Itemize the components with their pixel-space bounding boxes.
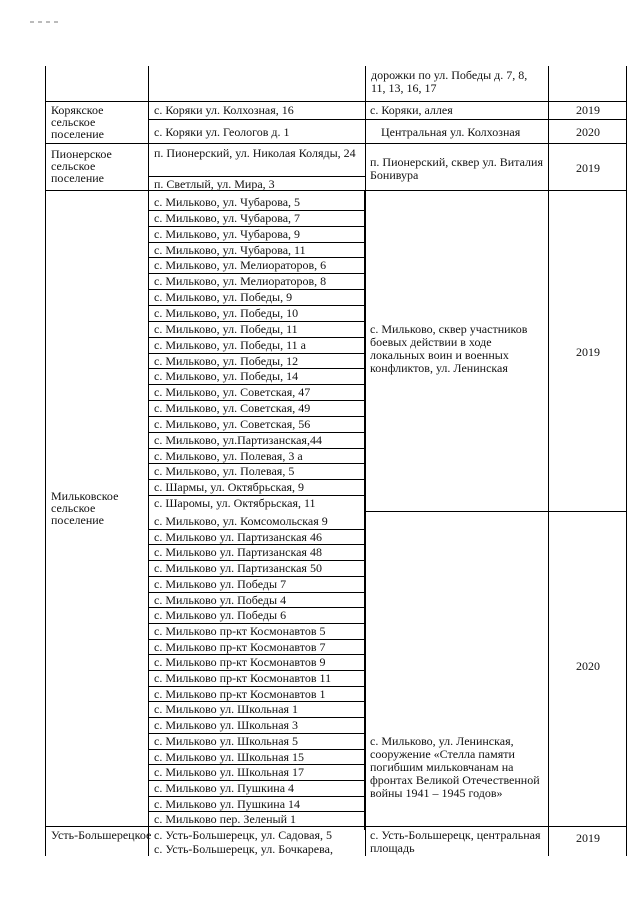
koryaki-object-2: Центральная ул. Колхозная — [381, 125, 521, 139]
address-list-item: с. Мильково пр-кт Космонавтов 5 — [154, 623, 326, 638]
address-list-item: с. Мильково, ул. Победы, 11 — [154, 321, 298, 336]
address-list-item: с. Мильково пр-кт Космонавтов 7 — [154, 639, 326, 654]
pioner-settlement: Пионерское сельское поселение — [51, 147, 112, 185]
ust-year: 2019 — [576, 831, 600, 845]
address-list-item: с. Мильково, ул. Комсомольская 9 — [154, 514, 328, 528]
address-list-item: с. Мильково ул. Школьная 15 — [154, 749, 305, 764]
koryaki-year-2: 2020 — [576, 125, 600, 139]
koryaki-year-1: 2019 — [576, 103, 600, 117]
address-list-item: с. Мильково ул. Победы 7 — [154, 576, 287, 591]
address-list-item: с. Мильково ул. Партизанская 46 — [154, 529, 322, 544]
scan-mark — [30, 12, 70, 20]
ust-address-1: с. Усть-Большерецк, ул. Садовая, 5 — [154, 828, 333, 842]
milkovo-year-1: 2019 — [576, 345, 600, 359]
address-list-item: с. Мильково ул. Школьная 5 — [154, 733, 299, 748]
address-list-item: с. Мильково, ул. Победы, 9 — [154, 290, 293, 305]
address-list-item: с. Мильково, ул. Победы, 11 а — [154, 337, 306, 352]
pioner-year: 2019 — [576, 161, 600, 175]
address-list-item: с. Мильково, ул. Мелиораторов, 6 — [154, 258, 327, 273]
koryaki-address-2: с. Коряки ул. Геологов д. 1 — [154, 125, 290, 139]
address-list-item: с. Мильково, ул. Советская, 49 — [154, 401, 311, 416]
address-list-item: с. Шаромы, ул. Октябрьская, 11 — [154, 496, 316, 511]
pioner-object: п. Пионерский, сквер ул. Виталия Бонивура — [370, 155, 543, 182]
address-list-item: с. Мильково, ул.Партизанская,44 — [154, 432, 322, 447]
address-list-item: с. Мильково ул. Пушкина 4 — [154, 780, 295, 795]
address-list-item: с. Мильково ул. Партизанская 48 — [154, 545, 322, 560]
address-list-item: с. Мильково, ул. Победы, 12 — [154, 353, 299, 368]
address-list-item: с. Мильково пр-кт Космонавтов 11 — [154, 671, 332, 685]
address-list-item: с. Мильково, ул. Победы, 10 — [154, 305, 299, 320]
milkovo-year-2: 2020 — [576, 659, 600, 673]
address-list-item: с. Мильково, ул. Полевая, 3 а — [154, 448, 303, 463]
koryaki-object-1: с. Коряки, аллея — [370, 103, 453, 117]
address-list-item: с. Шармы, ул. Октябрьская, 9 — [154, 480, 305, 495]
milkovo-object-2: с. Мильково, ул. Ленинская, сооружение «Стелла памяти погибшим мильковчанам на фронтах Великой Отечественной войны 1941 – 1945 годов» — [370, 734, 540, 800]
address-list-item: с. Мильково пр-кт Космонавтов 9 — [154, 655, 326, 670]
address-list-item: с. Мильково ул. Победы 4 — [154, 592, 287, 607]
address-list-item: с. Мильково ул. Партизанская 50 — [154, 561, 322, 576]
pioner-address-2: п. Светлый, ул. Мира, 3 — [154, 177, 275, 191]
koryaki-settlement: Корякское сельское поселение — [51, 103, 105, 141]
address-list-item: с. Мильково ул. Пушкина 14 — [154, 796, 301, 811]
ust-settlement: Усть-Большерецкое — [51, 828, 152, 842]
milkovo-settlement: Мильковское сельское поселение — [51, 489, 119, 527]
ust-address-2: с. Усть-Большерецк, ул. Бочкарева, — [154, 842, 333, 856]
pioner-address-1: п. Пионерский, ул. Николая Коляды, 24 — [154, 146, 356, 160]
address-list-item: с. Мильково ул. Победы 6 — [154, 608, 287, 623]
koryaki-address-1: с. Коряки ул. Колхозная, 16 — [154, 103, 294, 117]
address-list-item: с. Мильково пер. Зеленый 1 — [154, 812, 296, 827]
address-list-item: с. Мильково, ул. Победы, 14 — [154, 369, 299, 384]
address-list-item: с. Мильково, ул. Чубарова, 9 — [154, 226, 301, 241]
address-list-item: с. Мильково, ул. Чубарова, 7 — [154, 210, 301, 225]
address-list-item: с. Мильково, ул. Чубарова, 11 — [154, 242, 306, 257]
address-list-item: с. Мильково, ул. Полевая, 5 — [154, 464, 295, 479]
address-list-item: с. Мильково, ул. Мелиораторов, 8 — [154, 274, 327, 289]
address-list-item: с. Мильково ул. Школьная 3 — [154, 718, 299, 733]
address-list-item: с. Мильково, ул. Советская, 47 — [154, 385, 311, 400]
address-list-item: с. Мильково пр-кт Космонавтов 1 — [154, 686, 326, 701]
ust-object: с. Усть-Большерецк, центральная площадь — [370, 828, 541, 855]
pobedy-object: дорожки по ул. Победы д. 7, 8, 11, 13, 16, 17 — [371, 68, 528, 95]
address-list-item: с. Мильково ул. Школьная 1 — [154, 702, 299, 717]
address-list-item: с. Мильково, ул. Советская, 56 — [154, 416, 311, 431]
address-list-item: с. Мильково, ул. Чубарова, 5 — [154, 195, 301, 209]
address-list-item: с. Мильково ул. Школьная 17 — [154, 765, 305, 780]
milkovo-object-1: с. Мильково, сквер участников боевых действии в ходе локальных воин и военных конфликтов, ул. Ленинская — [370, 322, 528, 375]
